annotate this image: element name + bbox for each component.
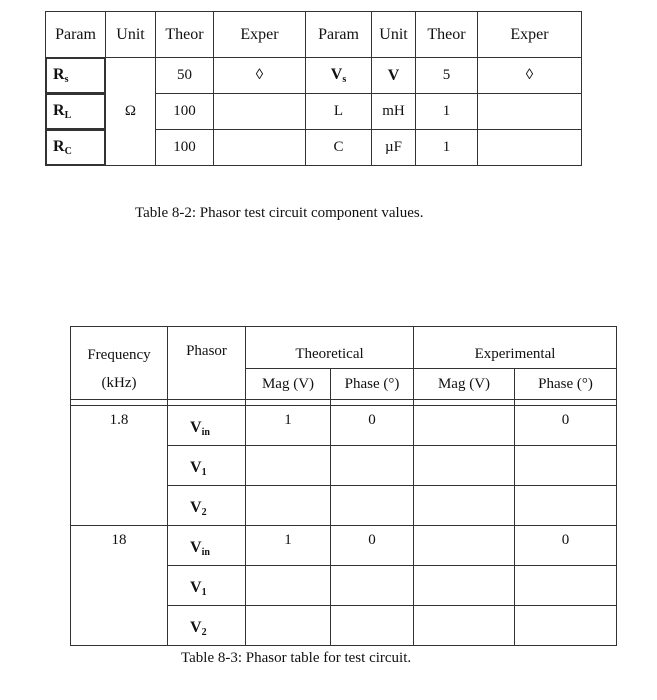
unit-value: µF [372, 130, 416, 166]
header-param-left: Param [46, 12, 106, 58]
phase-exper-cell: 0 [515, 406, 617, 446]
header-frequency-unit: (kHz) [71, 369, 168, 400]
theor-value: 1 [416, 94, 478, 130]
phasor-cell: $V_{in}$ [168, 406, 246, 446]
header-unit-right: Unit [372, 12, 416, 58]
mag-exper-cell [414, 406, 515, 446]
header-mag-exper: Mag (V) [414, 369, 515, 400]
frequency-cell: 18 [71, 526, 168, 646]
mag-theor-cell: 1 [246, 526, 331, 566]
theor-value: 50 [156, 58, 214, 94]
header-unit-left: Unit [106, 12, 156, 58]
exper-value [214, 94, 306, 130]
frequency-cell: 1.8 [71, 406, 168, 526]
header-param-right: Param [306, 12, 372, 58]
component-values-table [45, 11, 582, 166]
theor-value: 5 [416, 58, 478, 94]
phase-theor-cell: 0 [331, 406, 414, 446]
header-theoretical: Theoretical [246, 327, 414, 369]
header-theor-right: Theor [416, 12, 478, 58]
exper-value [478, 94, 582, 130]
exper-value [214, 130, 306, 166]
phasor-cell: $V_1$ [168, 566, 246, 606]
unit-value: V [372, 58, 416, 94]
table-subheader-row [71, 369, 617, 400]
table-row [71, 526, 617, 566]
mag-exper-cell [414, 486, 515, 526]
param-rl: $R_L$ [46, 94, 106, 130]
table-8-2-caption: Table 8-2: Phasor test circuit component values. [135, 205, 424, 221]
mag-exper-cell [414, 526, 515, 566]
phasor-cell: $V_{in}$ [168, 526, 246, 566]
phasor-cell: $V_1$ [168, 446, 246, 486]
exper-value [478, 130, 582, 166]
table-row [46, 58, 582, 94]
unit-value: mH [372, 94, 416, 130]
phasor-table [70, 326, 617, 646]
header-exper-right: Exper [478, 12, 582, 58]
mag-exper-cell [414, 606, 515, 646]
exper-value: ◊ [478, 58, 582, 94]
phase-exper-cell [515, 566, 617, 606]
header-phase-exper: Phase (°) [515, 369, 617, 400]
header-exper-left: Exper [214, 12, 306, 58]
phasor-cell: $V_2$ [168, 486, 246, 526]
header-theor-left: Theor [156, 12, 214, 58]
header-mag-theor: Mag (V) [246, 369, 331, 400]
unit-ohm: Ω [106, 58, 156, 166]
header-frequency: Frequency [71, 327, 168, 369]
header-experimental: Experimental [414, 327, 617, 369]
mag-theor-cell [246, 446, 331, 486]
table-row [71, 406, 617, 446]
theor-value: 100 [156, 130, 214, 166]
mag-theor-cell [246, 566, 331, 606]
header-phasor: Phasor [168, 327, 246, 400]
phase-exper-cell [515, 486, 617, 526]
phase-theor-cell [331, 566, 414, 606]
phasor-cell: $V_2$ [168, 606, 246, 646]
phase-exper-cell [515, 446, 617, 486]
phase-theor-cell [331, 446, 414, 486]
theor-value: 1 [416, 130, 478, 166]
param-rc: $R_C$ [46, 130, 106, 166]
mag-theor-cell: 1 [246, 406, 331, 446]
header-phase-theor: Phase (°) [331, 369, 414, 400]
mag-exper-cell [414, 566, 515, 606]
table-header-row [71, 327, 617, 369]
phase-theor-cell: 0 [331, 526, 414, 566]
param-l: L [306, 94, 372, 130]
mag-exper-cell [414, 446, 515, 486]
exper-value: ◊ [214, 58, 306, 94]
param-vs: $V_s$ [306, 58, 372, 94]
table-8-3-caption: Table 8-3: Phasor table for test circuit. [181, 650, 412, 666]
mag-theor-cell [246, 486, 331, 526]
param-rs: $R_s$ [46, 58, 106, 94]
phase-theor-cell [331, 606, 414, 646]
mag-theor-cell [246, 606, 331, 646]
theor-value: 100 [156, 94, 214, 130]
phase-theor-cell [331, 486, 414, 526]
phase-exper-cell [515, 606, 617, 646]
param-c: C [306, 130, 372, 166]
table-header-row [46, 12, 582, 58]
phase-exper-cell: 0 [515, 526, 617, 566]
